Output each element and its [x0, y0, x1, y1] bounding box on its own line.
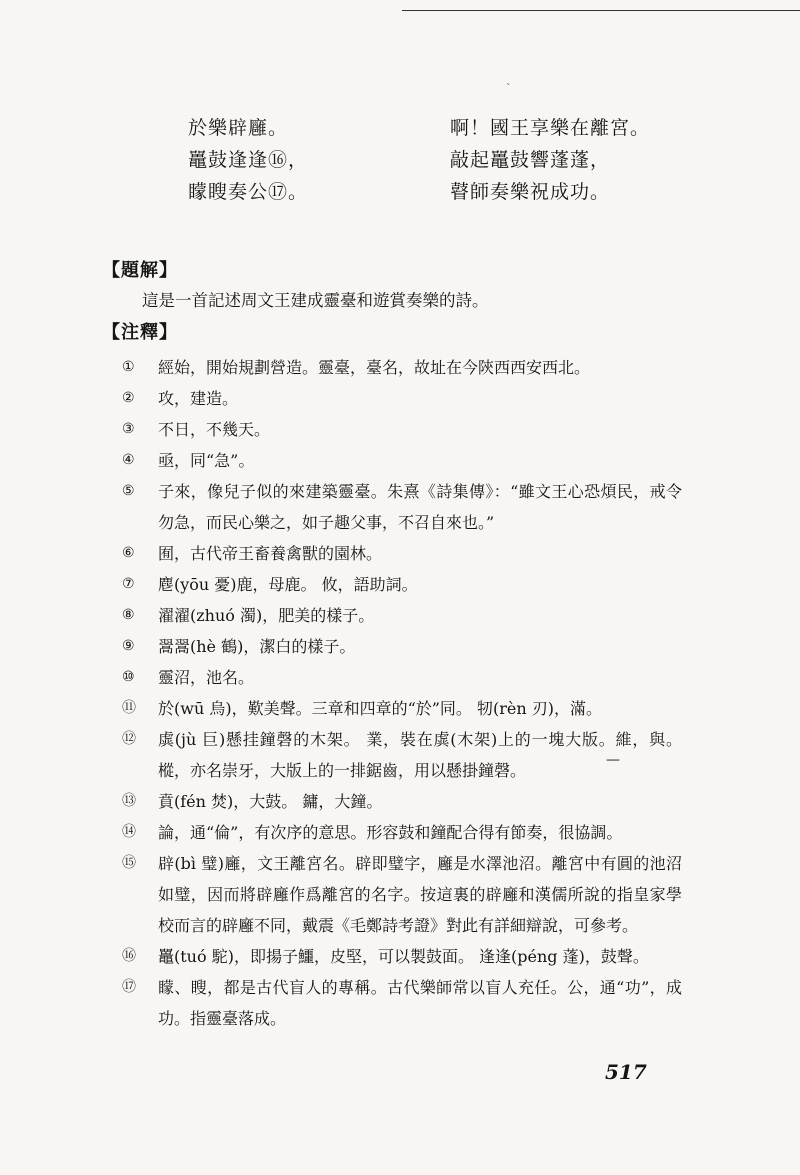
note-text: 辟(bì 璧)廱，文王離宮名。辟即璧字，廱是水澤池沼。離宮中有圓的池沼如璧，因而將辟廱作爲離宮的名字。按這裏的辟廱和漢儒所說的指皇家學校而言的辟廱不同，戴震《毛鄭詩考證》對此有詳細辯說，可參考。 — [158, 854, 682, 935]
note-number: ⑨ — [122, 638, 135, 654]
note-item — [122, 383, 682, 414]
note-number: ⑫ — [122, 731, 136, 747]
note-item — [122, 538, 682, 569]
note-text: 論，通“倫”，有次序的意思。形容鼓和鐘配合得有節奏，很協調。 — [158, 823, 623, 842]
note-number: ⑪ — [122, 700, 136, 716]
note-number: ⑥ — [122, 545, 135, 561]
note-item — [122, 600, 682, 631]
note-item — [122, 786, 682, 817]
note-text: 囿，古代帝王畜養禽獸的園林。 — [158, 544, 383, 563]
note-text: 翯翯(hè 鶴)，潔白的樣子。 — [158, 637, 356, 656]
stray-mark: ` — [506, 82, 512, 95]
poem-line — [188, 176, 678, 208]
note-item — [122, 724, 682, 786]
section-title-tijie: 【題解】 — [102, 260, 178, 281]
note-text: 矇、瞍，都是古代盲人的專稱。古代樂師常以盲人充任。公，通“功”，成功。指靈臺落成。 — [158, 978, 682, 1028]
note-item — [122, 941, 682, 972]
note-text: 濯濯(zhuó 濁)，肥美的樣子。 — [158, 606, 375, 625]
poem-translation: 敲起鼉鼓響蓬蓬， — [450, 149, 611, 171]
note-number: ⑩ — [122, 669, 135, 685]
note-item — [122, 569, 682, 600]
note-number: ⑭ — [122, 824, 136, 840]
section-title-zhushi: 【注釋】 — [102, 322, 178, 343]
note-item — [122, 445, 682, 476]
stray-dash: — — [606, 752, 620, 768]
poem-translation: 瞽師奏樂祝成功。 — [450, 181, 611, 203]
note-text: 經始，開始規劃營造。靈臺，臺名，故址在今陝西西安西北。 — [158, 358, 591, 377]
note-text: 鼉(tuó 駝)，即揚子鱷，皮堅，可以製鼓面。 逢逢(péng 蓬)，鼓聲。 — [158, 947, 649, 966]
poem-original: 鼉鼓逢逢⑯， — [188, 149, 309, 171]
poem-translation: 啊！國王享樂在離宮。 — [450, 117, 651, 139]
note-number: ⑮ — [122, 855, 136, 871]
note-number: ④ — [122, 452, 135, 468]
note-item — [122, 848, 682, 941]
poem-block — [188, 112, 678, 208]
note-text: 虡(jù 巨)懸挂鐘磬的木架。 業，裝在虡(木架)上的一塊大版。維，與。 樅，亦名崇牙，大版上的一排鋸齒，用以懸掛鐘磬。 — [158, 730, 682, 780]
note-text: 靈沼，池名。 — [158, 668, 255, 687]
note-text: 於(wū 烏)，歎美聲。三章和四章的“於”同。 牣(rèn 刃)，滿。 — [158, 699, 603, 718]
note-text: 亟，同“急”。 — [158, 451, 255, 470]
note-text: 賁(fén 焚)，大鼓。 鏞，大鐘。 — [158, 792, 383, 811]
note-text: 子來，像兒子似的來建築靈臺。朱熹《詩集傳》：“雖文王心恐煩民，戒令勿急，而民心樂之，如子趣父事，不召自來也。” — [158, 482, 682, 532]
note-item — [122, 972, 682, 1034]
note-item — [122, 352, 682, 383]
note-item — [122, 662, 682, 693]
poem-original: 於樂辟廱。 — [188, 117, 289, 139]
poem-original: 矇瞍奏公⑰。 — [188, 181, 309, 203]
note-item — [122, 476, 682, 538]
note-number: ⑰ — [122, 979, 136, 995]
poem-line — [188, 112, 678, 144]
note-number: ③ — [122, 421, 135, 437]
note-text: 麀(yōu 憂)鹿，母鹿。 攸，語助詞。 — [158, 575, 418, 594]
page-number: 517 — [605, 1060, 647, 1084]
note-number: ⑤ — [122, 483, 135, 499]
note-number: ⑦ — [122, 576, 135, 592]
note-number: ⑬ — [122, 793, 136, 809]
poem-line — [188, 144, 678, 176]
note-number: ② — [122, 390, 135, 406]
note-text: 不日，不幾天。 — [158, 420, 271, 439]
note-item — [122, 414, 682, 445]
intro-text: 這是一首記述周文王建成靈臺和遊賞奏樂的詩。 — [142, 291, 489, 310]
note-number: ⑯ — [122, 948, 136, 964]
note-item — [122, 817, 682, 848]
note-item — [122, 693, 682, 724]
note-text: 攻，建造。 — [158, 389, 239, 408]
note-item — [122, 631, 682, 662]
note-number: ⑧ — [122, 607, 135, 623]
notes-list — [122, 352, 682, 1034]
note-number: ① — [122, 359, 135, 375]
top-rule — [402, 10, 800, 11]
